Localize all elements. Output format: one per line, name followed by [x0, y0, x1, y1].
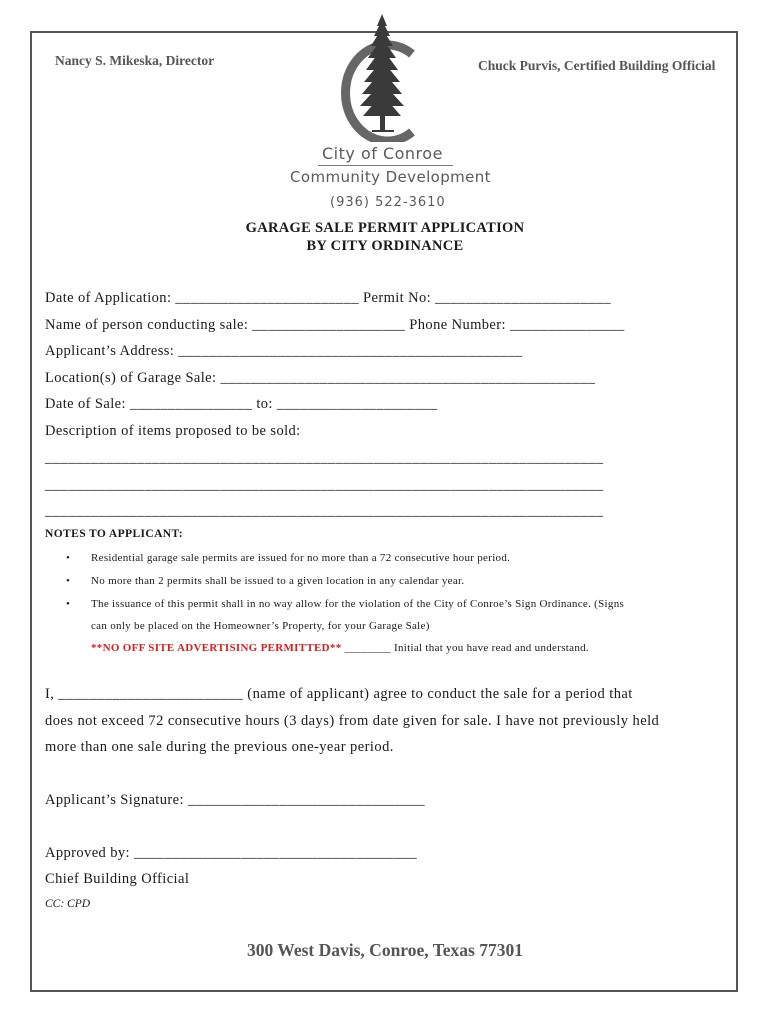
agreement-line-2: does not exceed 72 consecutive hours (3 days) from date given for sale. I have not previously held [45, 713, 660, 729]
date-of-sale-field[interactable]: Date of Sale: ________________ to: _____________________ [45, 396, 438, 412]
name-of-person-field[interactable]: Name of person conducting sale: ____________________ Phone Number: _______________ [45, 317, 625, 333]
warning-line [91, 642, 589, 654]
applicant-address-field[interactable]: Applicant’s Address: _____________________________________________ [45, 343, 523, 359]
bullet-icon: • [66, 598, 70, 610]
agreement-line-3: more than one sale during the previous one-year period. [45, 739, 394, 755]
description-line-2[interactable]: _________________________________________________________________________ [45, 477, 604, 493]
description-line-3[interactable]: _________________________________________________________________________ [45, 503, 604, 519]
bullet-icon: • [66, 552, 70, 564]
logo-city-of-conroe: City of Conroe [322, 144, 443, 163]
applicant-signature-field[interactable]: Applicant’s Signature: _______________________________ [45, 792, 426, 808]
note-item-3-line1: The issuance of this permit shall in no way allow for the violation of the City of Conroe’s Sign Ordinance. (Signs [91, 598, 625, 610]
agreement-line-1[interactable]: I, ________________________ (name of applicant) agree to conduct the sale for a period that [45, 686, 633, 702]
approver-title: Chief Building Official [45, 871, 190, 887]
logo-community-development: Community Development [290, 168, 491, 186]
office-address: 300 West Davis, Conroe, Texas 77301 [247, 940, 523, 960]
form-title-line2: BY CITY ORDINANCE [306, 238, 464, 254]
form-title-line1: GARAGE SALE PERMIT APPLICATION [245, 220, 525, 236]
pine-tree-c-icon [330, 12, 440, 142]
logo-divider [318, 165, 453, 166]
approved-by-field[interactable]: Approved by: _____________________________________ [45, 845, 418, 861]
description-label: Description of items proposed to be sold: [45, 423, 301, 439]
initial-field[interactable]: ________ Initial that you have read and understand. [341, 642, 589, 654]
director-name: Nancy S. Mikeska, Director [55, 53, 215, 68]
no-off-site-advertising-warning: **NO OFF SITE ADVERTISING PERMITTED** [91, 642, 342, 654]
cc-note: CC: CPD [45, 898, 91, 910]
bullet-icon: • [66, 575, 70, 587]
notes-heading: NOTES TO APPLICANT: [45, 528, 183, 540]
building-official-name: Chuck Purvis, Certified Building Official [478, 58, 716, 73]
note-item-2: No more than 2 permits shall be issued to a given location in any calendar year. [91, 575, 465, 587]
date-of-application-field[interactable]: Date of Application: ________________________ Permit No: _______________________ [45, 290, 612, 306]
locations-field[interactable]: Location(s) of Garage Sale: _________________________________________________ [45, 370, 596, 386]
note-item-3-line2: can only be placed on the Homeowner’s Property, for your Garage Sale) [91, 620, 430, 632]
description-line-1[interactable]: _________________________________________________________________________ [45, 450, 604, 466]
note-item-1: Residential garage sale permits are issued for no more than a 72 consecutive hour period. [91, 552, 511, 564]
logo-phone: (936) 522-3610 [330, 195, 446, 210]
